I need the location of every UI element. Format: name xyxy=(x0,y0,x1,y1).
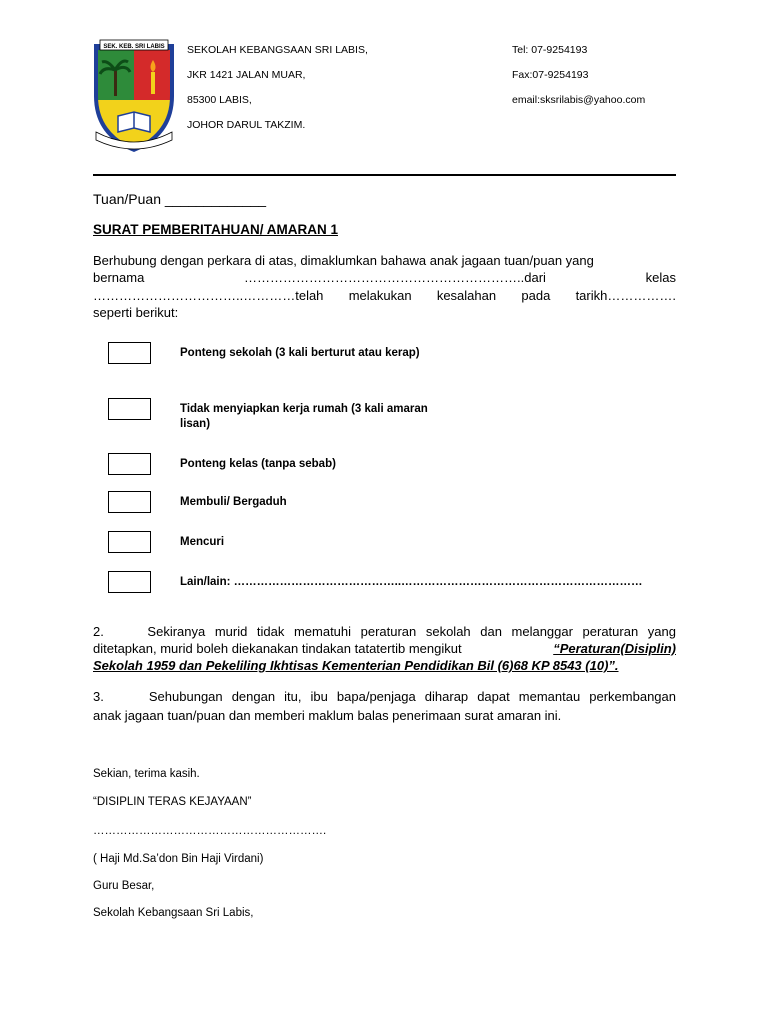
intro-line-2 xyxy=(93,270,676,286)
para3-word: diharap xyxy=(424,689,469,704)
school-address-2: 85300 LABIS, xyxy=(187,94,252,106)
offence-label-mencuri: Mencuri xyxy=(180,536,225,548)
closing-motto: “DISIPLIN TERAS KEJAYAAN” xyxy=(93,796,252,808)
para3-word: Sehubungan xyxy=(148,689,223,704)
offence-label-kerja-rumah-1: Tidak menyiapkan kerja rumah (3 kali amaran xyxy=(180,403,428,415)
school-name: SEKOLAH KEBANGSAAN SRI LABIS, xyxy=(187,44,368,56)
para2-word: peraturan xyxy=(582,624,639,639)
offence-checkbox-lain[interactable] xyxy=(108,571,151,593)
para2-word: mematuhi xyxy=(293,624,352,639)
para3-word: ibu xyxy=(310,689,328,704)
para2-word: Sekiranya xyxy=(147,624,206,639)
para2-line-2-text: ditetapkan, murid boleh diekanakan tindakan tatatertib mengikut xyxy=(93,641,462,656)
signatory-position: Guru Besar, xyxy=(93,880,155,892)
para2-word: dan xyxy=(480,624,502,639)
para2-line-1 xyxy=(93,624,676,640)
intro-word: melakukan xyxy=(348,288,412,303)
offence-label-ponteng-sekolah: Ponteng sekolah (3 kali berturut atau kerap) xyxy=(180,347,420,359)
intro-kelas: kelas xyxy=(645,270,676,285)
closing-thanks: Sekian, terima kasih. xyxy=(93,768,200,780)
offence-label-kerja-rumah-2: lisan) xyxy=(180,418,211,430)
school-fax: Fax:07-9254193 xyxy=(512,69,589,81)
offence-checkbox-ponteng-kelas[interactable] xyxy=(108,453,151,475)
para2-number: 2. xyxy=(93,624,104,639)
school-address-3: JOHOR DARUL TAKZIM. xyxy=(187,119,306,131)
para2-word: yang xyxy=(647,624,676,639)
para2-line-2 xyxy=(93,641,676,657)
intro-bernama: bernama xyxy=(93,270,145,285)
para2-word: sekolah xyxy=(425,624,471,639)
para3-number: 3. xyxy=(93,689,104,704)
offence-checkbox-kerja-rumah[interactable] xyxy=(108,398,151,420)
para3-word: memantau xyxy=(518,689,581,704)
intro-word: pada xyxy=(521,288,551,303)
para3-word: bapa/penjaga xyxy=(336,689,416,704)
para2-word: melanggar xyxy=(511,624,573,639)
intro-line-4: seperti berikut: xyxy=(93,305,179,320)
para3-line-1 xyxy=(93,689,676,705)
offence-checkbox-ponteng-sekolah[interactable] xyxy=(108,342,151,364)
intro-name-blank: ………………………………………………………..dari xyxy=(244,270,546,285)
intro-word: kesalahan xyxy=(436,288,497,303)
signatory-school: Sekolah Kebangsaan Sri Labis, xyxy=(93,907,254,919)
intro-line-1 xyxy=(93,253,676,269)
para3-word: itu, xyxy=(284,689,302,704)
offence-label-ponteng-kelas: Ponteng kelas (tanpa sebab) xyxy=(180,458,336,470)
para3-word: perkembangan xyxy=(589,689,676,704)
para3-word: dapat xyxy=(477,689,510,704)
para2-word: peraturan xyxy=(360,624,417,639)
intro-class-blank: ……………………………..…………telah xyxy=(93,288,324,303)
salutation: Tuan/Puan _____________ xyxy=(93,191,267,207)
para3-line-2: anak jagaan tuan/puan dan memberi maklum balas penerimaan surat amaran ini. xyxy=(93,708,562,723)
para2-word: murid xyxy=(214,624,248,639)
crest-banner-text: SEK. KEB. SRI LABIS xyxy=(103,44,165,50)
letter-title: SURAT PEMBERITAHUAN/ AMARAN 1 xyxy=(93,222,338,237)
offence-label-lain: Lain/lain: ……………………………………..……………………………………………………… xyxy=(180,576,643,588)
offence-checkbox-membuli[interactable] xyxy=(108,491,151,513)
offence-label-membuli: Membuli/ Bergaduh xyxy=(180,496,287,508)
school-address-1: JKR 1421 JALAN MUAR, xyxy=(187,69,306,81)
school-email: email:sksrilabis@yahoo.com xyxy=(512,94,646,106)
signature-line: ……………………………………………………. xyxy=(93,825,327,837)
intro-line-3 xyxy=(93,288,676,304)
header-divider xyxy=(93,174,676,176)
offence-checkbox-mencuri[interactable] xyxy=(108,531,151,553)
school-crest-logo xyxy=(88,36,180,152)
intro-date-blank: tarikh……………. xyxy=(575,288,676,303)
para3-word: dengan xyxy=(231,689,276,704)
para2-word: tidak xyxy=(256,624,285,639)
para2-regulation-ref-2: Sekolah 1959 dan Pekeliling Ikhtisas Kementerian Pendidikan Bil (6)68 KP 8543 (10)”. xyxy=(93,658,619,673)
signatory-name: ( Haji Md.Sa’don Bin Haji Virdani) xyxy=(93,853,264,865)
para2-regulation-ref-1: “Peraturan(Disiplin) xyxy=(553,641,676,656)
school-tel: Tel: 07-9254193 xyxy=(512,44,588,56)
intro-line-1-text: Berhubung dengan perkara di atas, dimaklumkan bahawa anak jagaan tuan/puan yang xyxy=(93,253,594,268)
